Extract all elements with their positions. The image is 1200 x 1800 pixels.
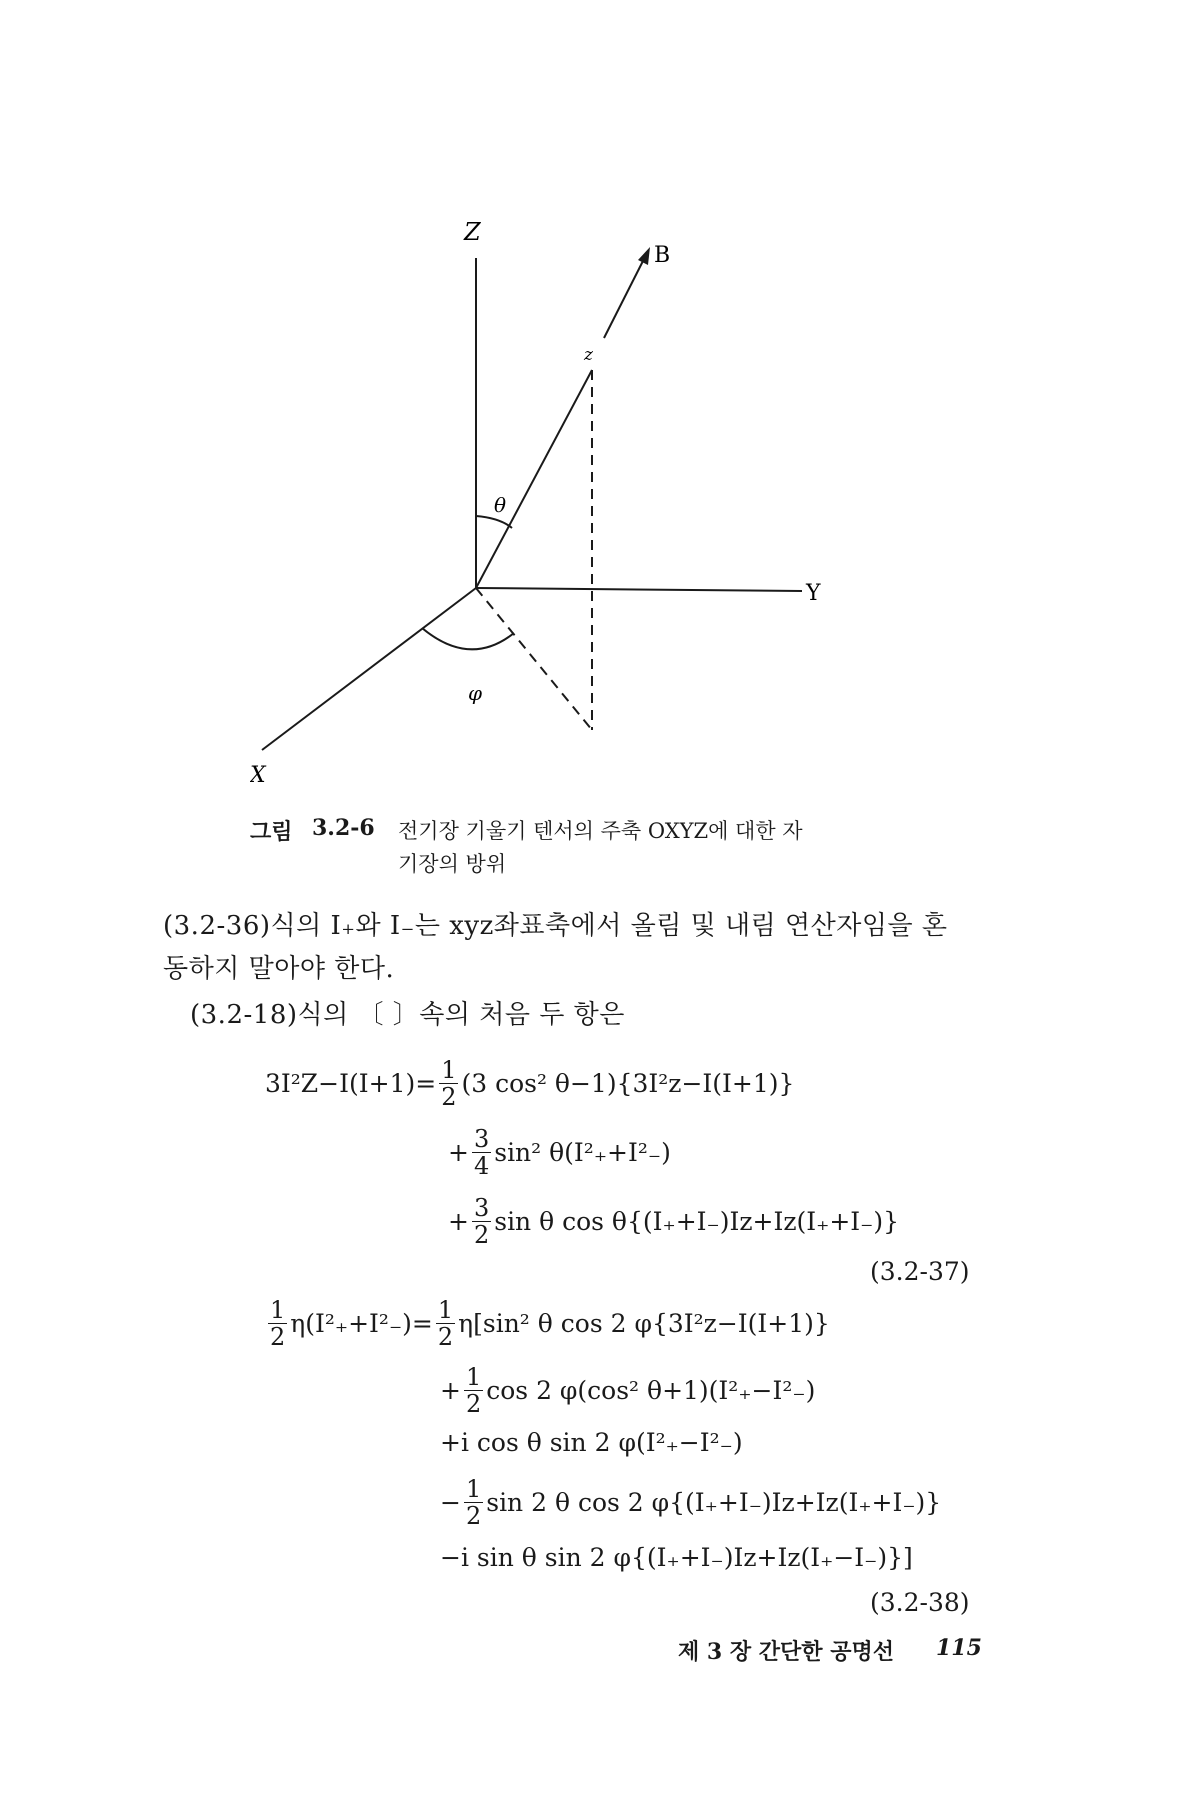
eq38-term-3: +i cos θ sin 2 φ(I²₊−I²₋) [440, 1428, 743, 1457]
equation-38-line-2: + $\frac{1}{2}$ cos 2 φ(cos² θ+1)(I²₊−I²₋) [440, 1363, 816, 1418]
eq38-left-side: η(I²₊+I²₋)= [290, 1309, 433, 1338]
eq38-term-5: −i sin θ sin 2 φ{(I₊+I₋)Iz+Iz(I₊−I₋)}] [440, 1543, 913, 1572]
equation-38-line-5 [440, 1543, 913, 1572]
fraction-three-halves: $\frac{3}{2}$ [473, 1194, 490, 1249]
equation-38-line-1 [265, 1298, 830, 1349]
paragraph-2: (3.2-18)식의 〔 〕속의 처음 두 항은 [190, 1000, 625, 1030]
y-axis-label: Y [806, 581, 821, 606]
fraction-one-half: $\frac{1}{2}$ [465, 1475, 482, 1530]
phi-label: φ [468, 681, 483, 705]
fraction-one-half: $\frac{1}{2}$ [441, 1056, 457, 1111]
field-vector [476, 370, 592, 588]
eq37-left-side: 3I²Z−I(I+1)= [265, 1069, 437, 1098]
equation-37-line-1 [265, 1058, 794, 1109]
projection-dashed-plane [476, 588, 592, 730]
eq37-term-2: sin² θ(I²₊+I²₋) [494, 1138, 671, 1167]
figure-caption-text: 전기장 기울기 텐서의 주축 OXYZ에 대한 자 [398, 819, 803, 843]
x-axis-label: X [250, 763, 266, 788]
page-number: 115 [936, 1635, 982, 1661]
eq37-term-3: sin θ cos θ{(I₊+I₋)Iz+Iz(I₊+I₋)} [494, 1207, 900, 1236]
b-label: B [654, 243, 671, 268]
x-axis [262, 588, 476, 750]
figure-caption-label: 그림 [250, 819, 293, 845]
equation-38-line-4: − $\frac{1}{2}$ sin 2 θ cos 2 φ{(I₊+I₋)Iz+Iz(I₊+I₋)} [440, 1475, 942, 1530]
eq38-term-2: cos 2 φ(cos² θ+1)(I²₊−I²₋) [486, 1376, 816, 1405]
fraction-one-half: $\frac{1}{2}$ [437, 1296, 454, 1351]
equation-number-38: (3.2-38) [870, 1588, 970, 1617]
theta-arc [476, 516, 512, 528]
y-axis [476, 588, 802, 591]
fraction-three-quarters: $\frac{3}{4}$ [473, 1125, 490, 1180]
equation-number-37: (3.2-37) [870, 1257, 970, 1286]
theta-label: θ [494, 493, 507, 517]
figure-caption-text-cont: 기장의 방위 [398, 852, 507, 876]
eq37-right-side: (3 cos² θ−1){3I²z−I(I+1)} [461, 1069, 795, 1098]
magnetic-field-orientation-figure [250, 210, 890, 790]
paragraph-line-1: (3.2-36)식의 I₊와 I₋는 xyz좌표축에서 올림 및 내림 연산자임을 혼 [163, 911, 948, 941]
eq38-term-4: sin 2 θ cos 2 φ{(I₊+I₋)Iz+Iz(I₊+I₋)} [486, 1488, 942, 1517]
fraction-one-half: $\frac{1}{2}$ [465, 1363, 482, 1418]
phi-arc [422, 628, 514, 649]
z-point-label: z [584, 345, 593, 365]
b-arrowhead [638, 247, 650, 265]
fraction-one-half: $\frac{1}{2}$ [270, 1296, 286, 1351]
running-footer: 제 3 장 간단한 공명선 [678, 1639, 894, 1665]
z-axis-label: Z [464, 218, 481, 246]
paragraph-line-2: 동하지 말아야 한다. [163, 954, 395, 984]
equation-37-line-2: + $\frac{3}{4}$ sin² θ(I²₊+I²₋) [448, 1125, 671, 1180]
figure-caption-number: 3.2-6 [312, 815, 375, 841]
equation-38-line-3 [440, 1428, 743, 1457]
b-arrow-line [604, 255, 646, 338]
eq38-right-side: η[sin² θ cos 2 φ{3I²z−I(I+1)} [458, 1309, 830, 1338]
equation-37-line-3: + $\frac{3}{2}$ sin θ cos θ{(I₊+I₋)Iz+Iz(I₊+I₋)} [448, 1194, 900, 1249]
